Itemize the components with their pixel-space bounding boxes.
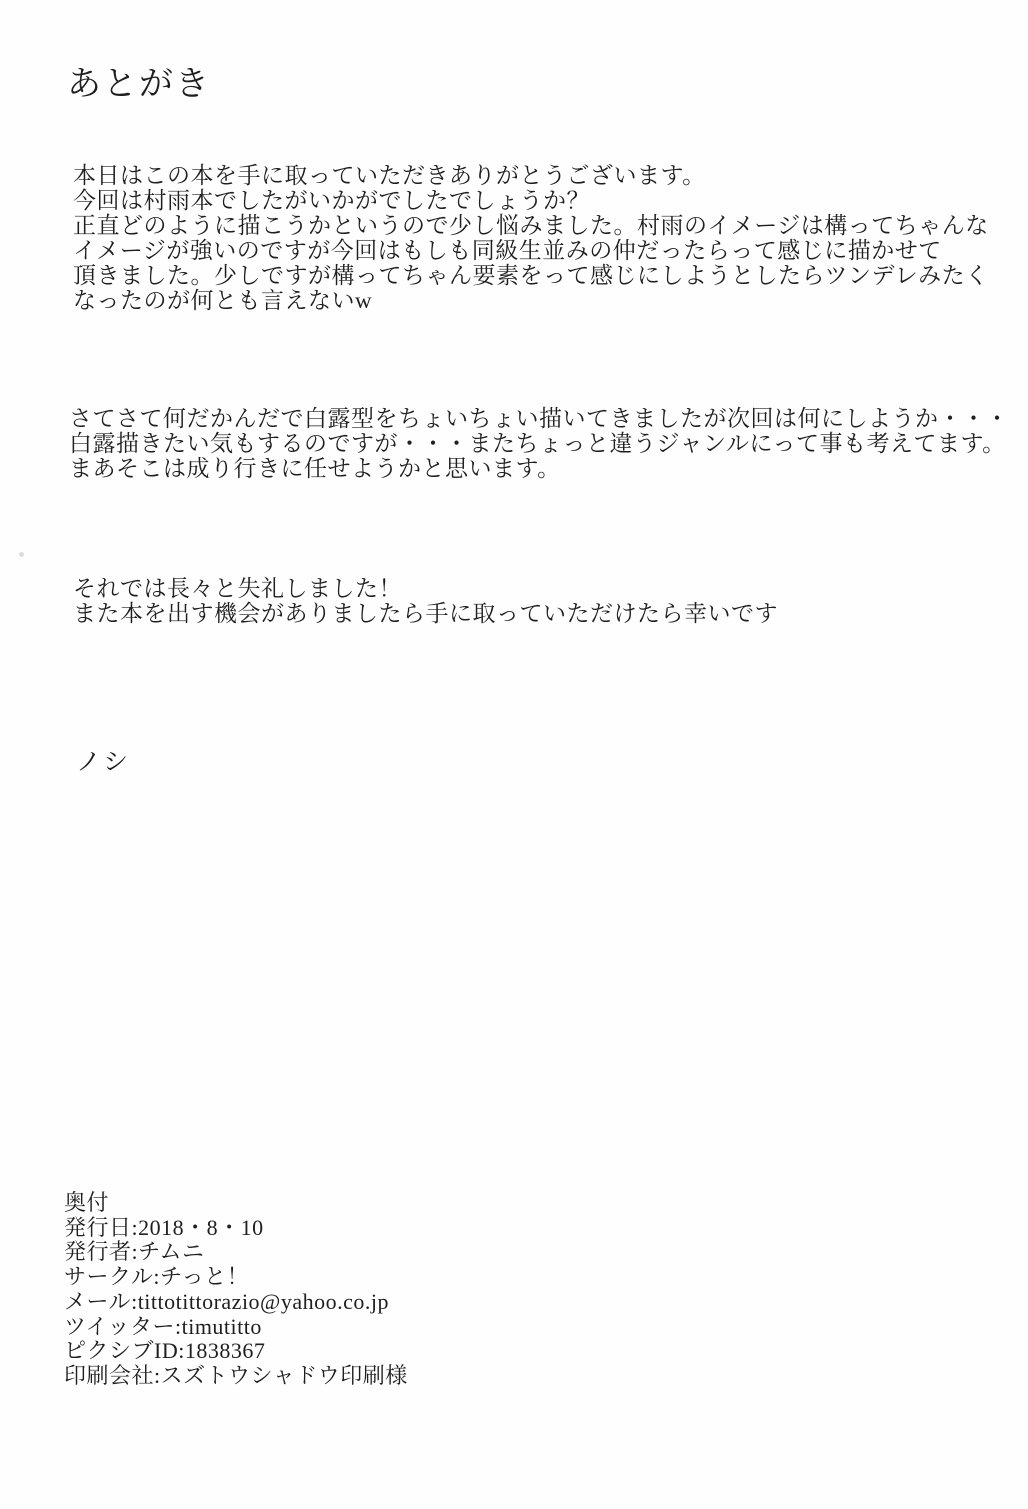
colophon-label: サークル (64, 1264, 154, 1290)
afterword-paragraph-1 (73, 163, 989, 313)
afterword-paragraph-2 (69, 406, 1009, 481)
colophon-separator: : (178, 1338, 185, 1364)
colophon-value: スズトウシャドウ印刷様 (160, 1362, 408, 1388)
colophon-entry (64, 1364, 408, 1389)
page-title: あとがき (67, 66, 211, 103)
colophon-separator: : (131, 1239, 139, 1265)
colophon-entry (64, 1339, 408, 1364)
paragraph-line: さてさて何だかんだで白露型をちょいちょい描いてきましたが次回は何にしようか・・・ (69, 406, 1009, 431)
paragraph-line: なったのが何とも言えないw (73, 288, 373, 313)
scan-artifact-dot (19, 552, 24, 557)
colophon-label: 印刷会社 (64, 1362, 155, 1388)
colophon-entry (64, 1265, 408, 1290)
colophon-label: 発行日 (64, 1214, 132, 1240)
paragraph-line: 本日はこの本を手に取っていただきありがとうございます。 (73, 163, 706, 188)
paragraph-line: 今回は村雨本でしたがいかがでしたでしょうか？ (73, 188, 590, 213)
signoff-noshi: ノシ (76, 749, 132, 776)
colophon-separator: : (131, 1288, 138, 1314)
paragraph-line: 頂きました。少しですが構ってちゃん要素をって感じにしようとしたらツンデレみたく (73, 263, 989, 288)
colophon-value: チムニ (138, 1239, 205, 1265)
colophon-value: 2018・8・10 (138, 1214, 264, 1240)
colophon-value: 1838367 (184, 1338, 266, 1364)
colophon-value: チっと！ (159, 1264, 250, 1290)
colophon-value: tittotittorazio@yahoo.co.jp (137, 1288, 389, 1314)
colophon-entry (64, 1315, 408, 1340)
colophon-value: timutitto (181, 1313, 262, 1339)
colophon-label: ピクシブID (64, 1338, 179, 1364)
colophon-label: ツイッター (64, 1313, 175, 1339)
paragraph-line: また本を出す機会がありましたら手に取っていただけたら幸いです (73, 601, 778, 626)
paragraph-line: まあそこは成り行きに任せようかと思います。 (69, 456, 561, 481)
colophon-entry (64, 1240, 408, 1265)
colophon-heading: 奥付 (64, 1190, 110, 1215)
colophon-label: 発行者 (64, 1239, 132, 1265)
colophon-separator: : (153, 1264, 160, 1290)
paragraph-line: 正直どのように描こうかというので少し悩みました。村雨のイメージは構ってちゃんな (73, 213, 989, 238)
paragraph-line: それでは長々と失礼しました！ (73, 576, 402, 601)
paragraph-line: 白露描きたい気もするのですが・・・またちょっと違うジャンルにって事も考えてます。 (69, 431, 1006, 456)
colophon-entry (64, 1290, 408, 1315)
colophon-block (64, 1191, 408, 1389)
colophon-separator: : (131, 1214, 139, 1240)
colophon-separator: : (174, 1313, 182, 1339)
colophon-separator: : (154, 1362, 161, 1388)
afterword-paragraph-3 (73, 576, 778, 626)
colophon-entry (64, 1216, 408, 1241)
colophon-label: メール (64, 1288, 132, 1314)
paragraph-line: イメージが強いのですが今回はもしも同級生並みの仲だったらって感じに描かせて (73, 238, 942, 263)
